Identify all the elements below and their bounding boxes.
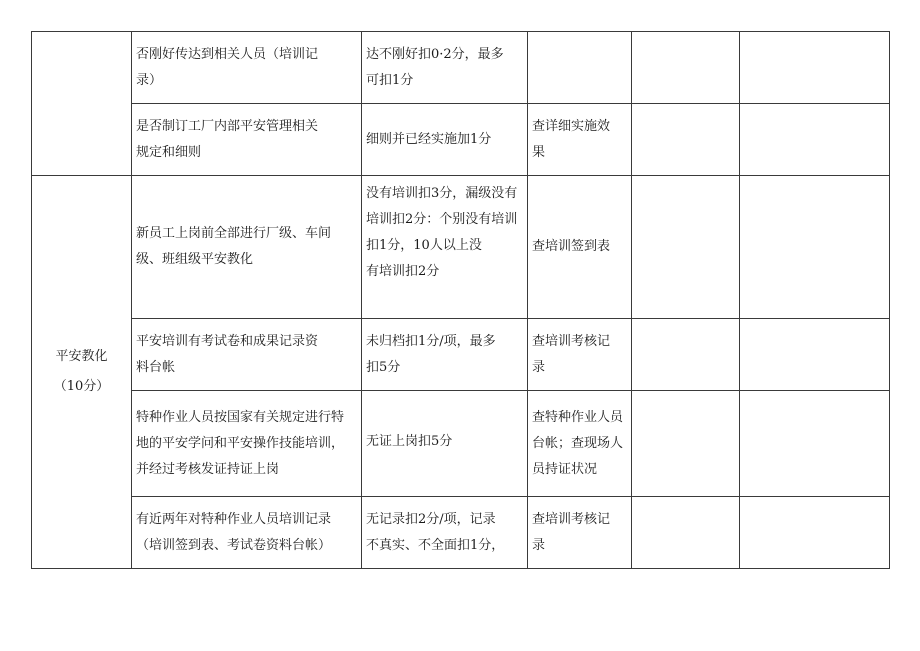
table-row [32,176,890,319]
method-cell: 查详细实施效 果 [528,104,632,176]
standard-cell: 无证上岗扣5分 [362,391,528,497]
empty-cell [740,32,890,104]
standard-cell: 未归档扣1分/项，最多 扣5分 [362,319,528,391]
table-row [32,391,890,497]
standard-cell: 细则并已经实施加1分 [362,104,528,176]
empty-cell [632,32,740,104]
content-cell: 有近两年对特种作业人员培训记录 （培训签到表、考试卷资料台帐） [132,497,362,569]
table-row [32,497,890,569]
standard-cell: 无记录扣2分/项，记录 不真实、不全面扣1分， [362,497,528,569]
table-row [32,104,890,176]
method-cell: 查培训考核记 录 [528,497,632,569]
standard-cell: 达不刚好扣0·2分，最多 可扣1分 [362,32,528,104]
empty-cell [740,497,890,569]
method-cell: 查培训签到表 [528,176,632,319]
empty-cell [740,319,890,391]
content-cell: 特种作业人员按国家有关规定进行特 地的平安学问和平安操作技能培训， 并经过考核发证持证上岗 [132,391,362,497]
content-cell: 否刚好传达到相关人员（培训记 录） [132,32,362,104]
empty-cell [740,391,890,497]
method-cell: 查特种作业人员 台帐；查现场人 员持证状况 [528,391,632,497]
empty-cell [632,319,740,391]
category-cell-empty [32,32,132,176]
empty-cell [632,104,740,176]
table-row [32,32,890,104]
table-row [32,319,890,391]
content-cell: 是否制订工厂内部平安管理相关 规定和细则 [132,104,362,176]
content-cell: 平安培训有考试卷和成果记录资 料台帐 [132,319,362,391]
empty-cell [632,497,740,569]
empty-cell [632,176,740,319]
method-cell [528,32,632,104]
method-cell: 查培训考核记 录 [528,319,632,391]
safety-inspection-table [31,31,890,569]
standard-cell: 没有培训扣3分，漏级没有 培训扣2分：个别没有培训 扣1分，10人以上没 有培训扣2分 [362,176,528,319]
empty-cell [740,176,890,319]
empty-cell [632,391,740,497]
content-cell: 新员工上岗前全部进行厂级、车间 级、班组级平安教化 [132,176,362,319]
category-name: 平安教化 [55,349,108,364]
empty-cell [740,104,890,176]
category-cell [32,176,132,569]
category-score: （10分） [53,379,110,394]
